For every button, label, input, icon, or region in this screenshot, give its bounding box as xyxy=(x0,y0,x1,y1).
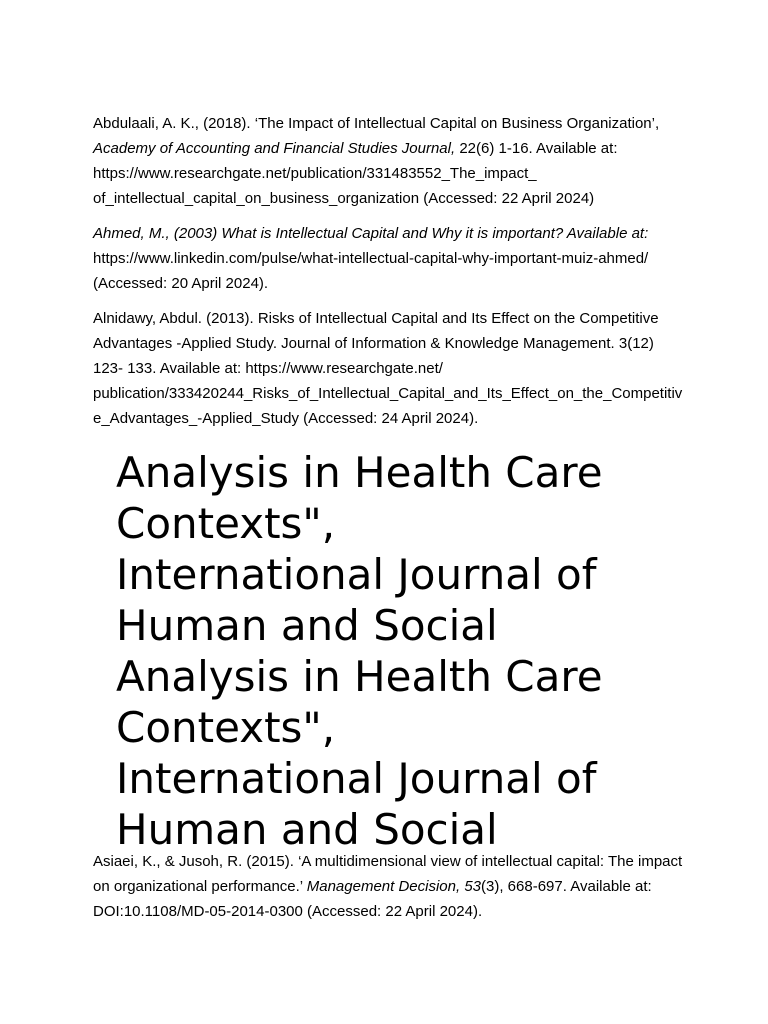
reference-text: Abdulaali, A. K., (2018). ‘The Impact of Intellectual Capital on Business Organization’, xyxy=(93,115,660,132)
overlay-line: Contexts", xyxy=(116,499,336,548)
journal-title: Academy of Accounting and Financial Studies Journal, xyxy=(93,140,456,157)
reference-text: Alnidawy, Abdul. (2013). Risks of Intellectual Capital and Its Effect on the Competitive Advantages -Applied Study. Journal of Information & Knowledge Management. 3(12) 123- 133. Available at: https://www.researchgate.net/ publication/333420244_Risks_of_Intellectual_Capital_and_Its_Effect_on_the_Competitive_Advantages_-Applied_Study (Accessed: 24 April 2024). xyxy=(93,310,683,427)
overlay-line: Contexts", xyxy=(116,703,336,752)
overlay-line: Human and Social xyxy=(116,805,498,854)
overlay-line: Analysis in Health Care xyxy=(116,448,603,497)
overlay-heading-text xyxy=(116,447,716,855)
reference-text: https://www.linkedin.com/pulse/what-intellectual-capital-why-important-muiz-ahmed/ (Accessed: 20 April 2024). xyxy=(93,250,649,292)
reference-ahmed xyxy=(93,221,683,296)
overlay-line: International Journal of xyxy=(116,550,597,599)
overlay-line: International Journal of xyxy=(116,754,597,803)
reference-text: Asiaei, K., & Jusoh, R. (2015). ‘A multidimensional view of intellectual capital: The impact on organizational performance.’ xyxy=(93,853,683,895)
overlay-line: Human and Social xyxy=(116,601,498,650)
reference-text-italic: Ahmed, M., (2003) What is Intellectual Capital and Why it is important? Available at: xyxy=(93,225,649,242)
journal-title: Management Decision, 53 xyxy=(306,878,482,895)
reference-asiaei xyxy=(93,849,683,924)
reference-text: (3), 668-697. Available at: DOI:10.1108/MD-05-2014-0300 (Accessed: 22 April 2024). xyxy=(93,878,652,920)
reference-alnidawy xyxy=(93,306,683,431)
reference-text: 22(6) 1-16. Available at: https://www.researchgate.net/publication/331483552_The_impact_ of_intellectual_capital_on_business_organization (Accessed: 22 April 2024) xyxy=(93,140,618,207)
overlay-line: Analysis in Health Care xyxy=(116,652,603,701)
reference-abdulaali xyxy=(93,111,683,211)
